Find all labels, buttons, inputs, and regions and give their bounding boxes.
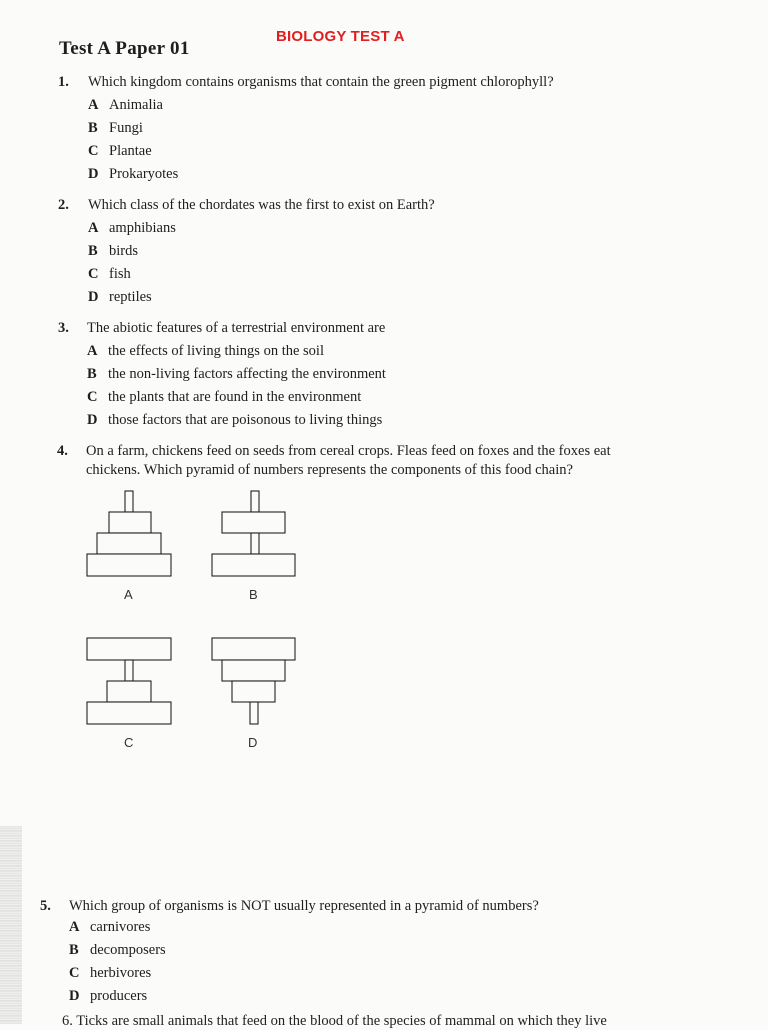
option-b: B the non-living factors affecting the environment — [87, 366, 386, 382]
question-number: 1. — [58, 74, 69, 90]
option-c: C the plants that are found in the environment — [87, 389, 362, 405]
question-text-line-2: chickens. Which pyramid of numbers represents the components of this food chain? — [86, 462, 573, 478]
option-a: A amphibians — [88, 220, 176, 236]
pyramid-label-d: D — [248, 735, 258, 750]
option-a: A carnivores — [69, 919, 151, 935]
option-d: D producers — [69, 988, 148, 1004]
option-c: C Plantae — [88, 143, 152, 159]
subject-title: BIOLOGY TEST A — [276, 28, 405, 45]
question-text: Which group of organisms is NOT usually represented in a pyramid of numbers? — [69, 898, 539, 914]
option-d: D those factors that are poisonous to living things — [87, 412, 383, 428]
question-6-cut-off: 6. Ticks are small animals that feed on the blood of the species of mammal on which they live — [62, 1013, 607, 1029]
option-c: C fish — [88, 266, 131, 282]
pyramid-a — [87, 491, 171, 576]
option-b: B Fungi — [88, 120, 143, 136]
options-list — [69, 918, 166, 1010]
question-text-line-1: On a farm, chickens feed on seeds from cereal crops. Fleas feed on foxes and the foxes eat — [86, 443, 611, 459]
question-text: The abiotic features of a terrestrial environment are — [87, 320, 386, 336]
pyramid-c — [87, 638, 171, 724]
option-c: C herbivores — [69, 965, 152, 981]
pyramid-d — [212, 638, 295, 724]
pyramid-label-c: C — [124, 735, 134, 750]
pyramid-label-b: B — [249, 587, 258, 602]
option-a: A Animalia — [88, 97, 163, 113]
question-number: 4. — [57, 443, 68, 459]
question-number: 2. — [58, 197, 69, 213]
pyramid-label-a: A — [124, 587, 133, 602]
option-d: D reptiles — [88, 289, 152, 305]
question-number: 3. — [58, 320, 69, 336]
pyramid-b — [212, 491, 295, 576]
question-text: Which class of the chordates was the first to exist on Earth? — [88, 197, 435, 213]
paper-title: Test A Paper 01 — [59, 38, 190, 59]
question-number: 5. — [40, 898, 51, 914]
option-b: B decomposers — [69, 942, 166, 958]
option-b: B birds — [88, 243, 138, 259]
option-d: D Prokaryotes — [88, 166, 179, 182]
option-a: A the effects of living things on the soil — [87, 343, 324, 359]
question-text: Which kingdom contains organisms that contain the green pigment chlorophyll? — [88, 74, 554, 90]
